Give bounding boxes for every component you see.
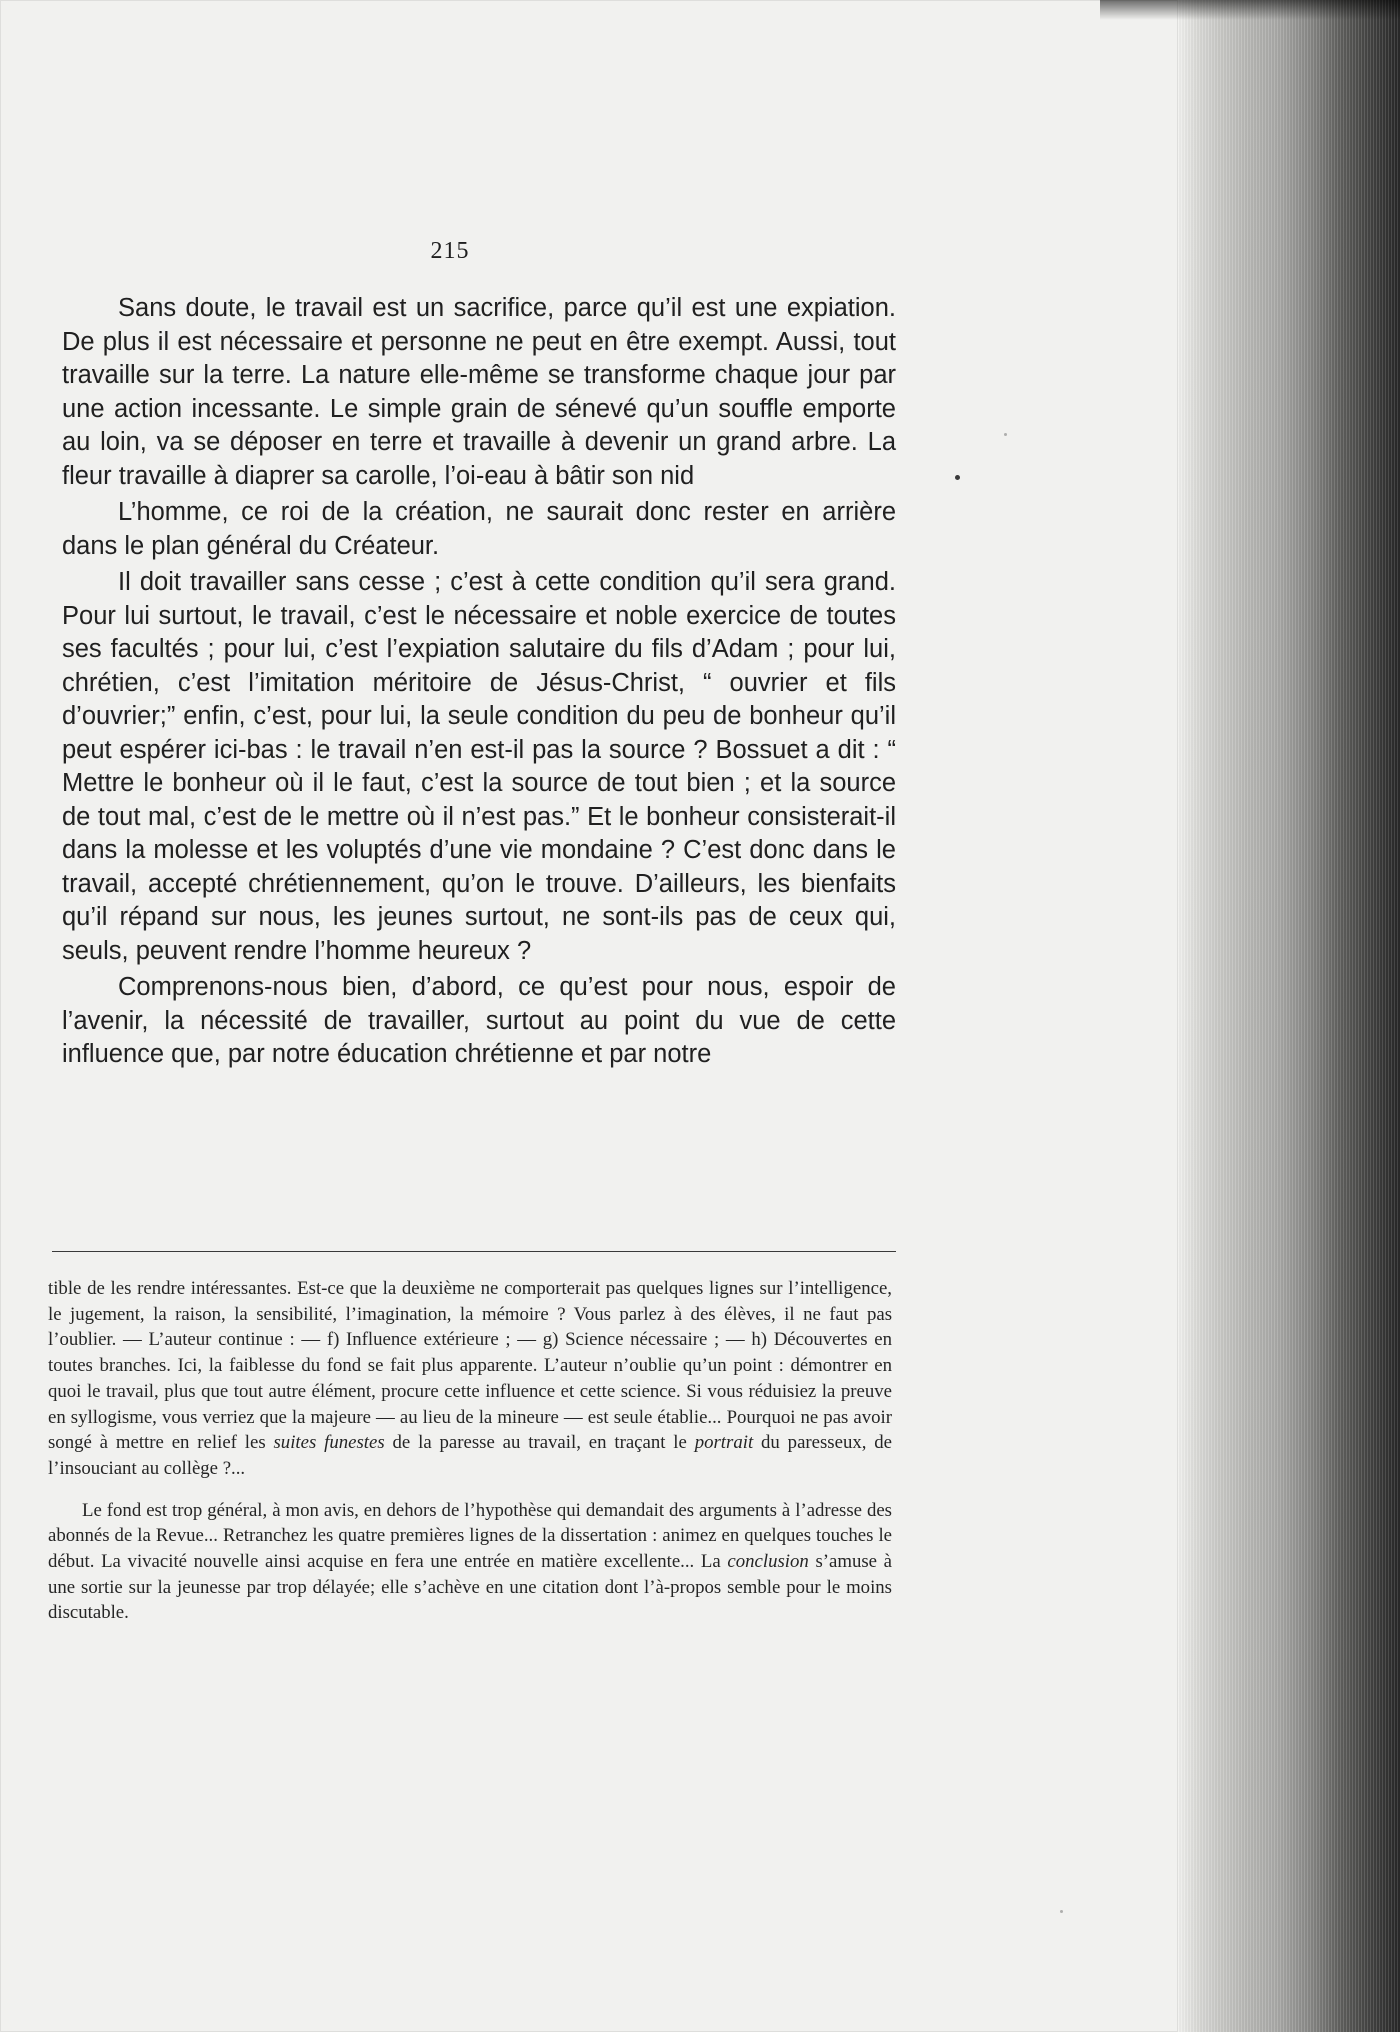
book-page-edge (1178, 0, 1400, 2032)
paragraph-2: L’homme, ce roi de la création, ne saurait donc rester en arrière dans le plan général du Créateur. (62, 498, 896, 560)
note-2-text-b: s’amuse à une sortie sur la jeunesse par trop délayée; elle s’achève en une citation dont l’à-propos semble pour le moins discutable. (48, 1551, 892, 1624)
paragraph-4: Comprenons-nous bien, d’abord, ce qu’est pour nous, espoir de l’avenir, la nécessité de travailler, surtout au point du vue de cette influence que, par notre éducation chrétienne et par notre (62, 973, 896, 1068)
speck-1 (1004, 433, 1007, 436)
margin-dot (955, 475, 960, 480)
note-1-text-b: de la paresse au travail, en traçant le (384, 1432, 695, 1454)
top-shadow (1100, 0, 1400, 20)
paragraph-3: Il doit travailler sans cesse ; c’est à cette condition qu’il sera grand. Pour lui surtout, le travail, c’est le nécessaire et noble exercice de toutes ses facultés ; pour lui, c’est l’expiation salutaire du fils d’Adam ; pour lui, chrétien, c’est l’imitation méritoire de Jésus-Christ, “ ouvrier et fils d’ouvrier;” enfin, c’est, pour lui, la seule condition du peu de bonheur qu’il peut espérer ici-bas : le travail n’en est-il pas la source ? Bossuet a dit : “ Mettre le bonheur où il le faut, c’est la source de tout bien ; et la source de tout mal, c’est de le mettre où il n’est pas.” Et le bonheur consisterait-il dans la molesse et les voluptés d’une vie mondaine ? C’est donc dans le travail, accepté chrétiennement, qu’on le trouve. D’ailleurs, les bienfaits qu’il répand sur nous, les jeunes surtout, ne sont-ils pas de ceux qui, seuls, peuvent rendre l’homme heureux ? (62, 568, 896, 965)
paragraph-1: Sans doute, le travail est un sacrifice, parce qu’il est une expiation. De plus il est nécessaire et personne ne peut en être exempt. Aussi, tout travaille sur la terre. La nature elle-même se transforme chaque jour par une action incessante. Le simple grain de sénevé qu’un souffle emporte au loin, va se déposer en terre et travaille à devenir un grand arbre. La fleur travaille à diaprer sa carolle, l’oi-eau à bâtir son nid (62, 294, 896, 490)
note-paragraph-1 (48, 1276, 892, 1482)
editor-notes (48, 1276, 892, 1626)
note-1-text-c: du paresseux, de l’insouciant au collège ?... (48, 1432, 893, 1479)
note-paragraph-2 (48, 1498, 892, 1627)
note-2-text-a: Le fond est trop général, à mon avis, en dehors de l’hypothèse qui demandait des arguments à l’adresse des abonnés de la Revue... Retranchez les quatre premières lignes de la dissertation : animez en quelques touches le début. La vivacité nouvelle ainsi acquise en fera une entrée en matière excellente... La (48, 1499, 892, 1573)
note-1-italic-a: suites funestes (273, 1432, 385, 1454)
speck-2 (1060, 1910, 1063, 1913)
note-1-italic-b: portrait (694, 1432, 754, 1454)
page-number: 215 (430, 238, 470, 264)
note-2-italic: conclusion (727, 1551, 809, 1573)
note-1-text-a: tible de les rendre intéressantes. Est-ce que la deuxième ne comporterait pas quelques lignes sur l’intelligence, le jugement, la raison, la sensibilité, l’imagination, la mémoire ? Vous parlez à des élèves, il ne faut pas l’oublier. — L’auteur continue : — f) Influence extérieure ; — g) Science nécessaire ; — h) Découvertes en toutes branches. Ici, la faiblesse du fond se fait plus apparente. L’auteur n’oublie qu’un point : démontrer en quoi le travail, plus que tout autre élément, procure cette influence et cette science. Si vous réduisiez la preuve en syllogisme, vous verriez que la majeure — au lieu de la mineure — est seule établie... Pourquoi ne pas avoir songé à mettre en relief les (48, 1278, 892, 1454)
footnote-separator (52, 1251, 896, 1252)
main-text (62, 292, 896, 1075)
